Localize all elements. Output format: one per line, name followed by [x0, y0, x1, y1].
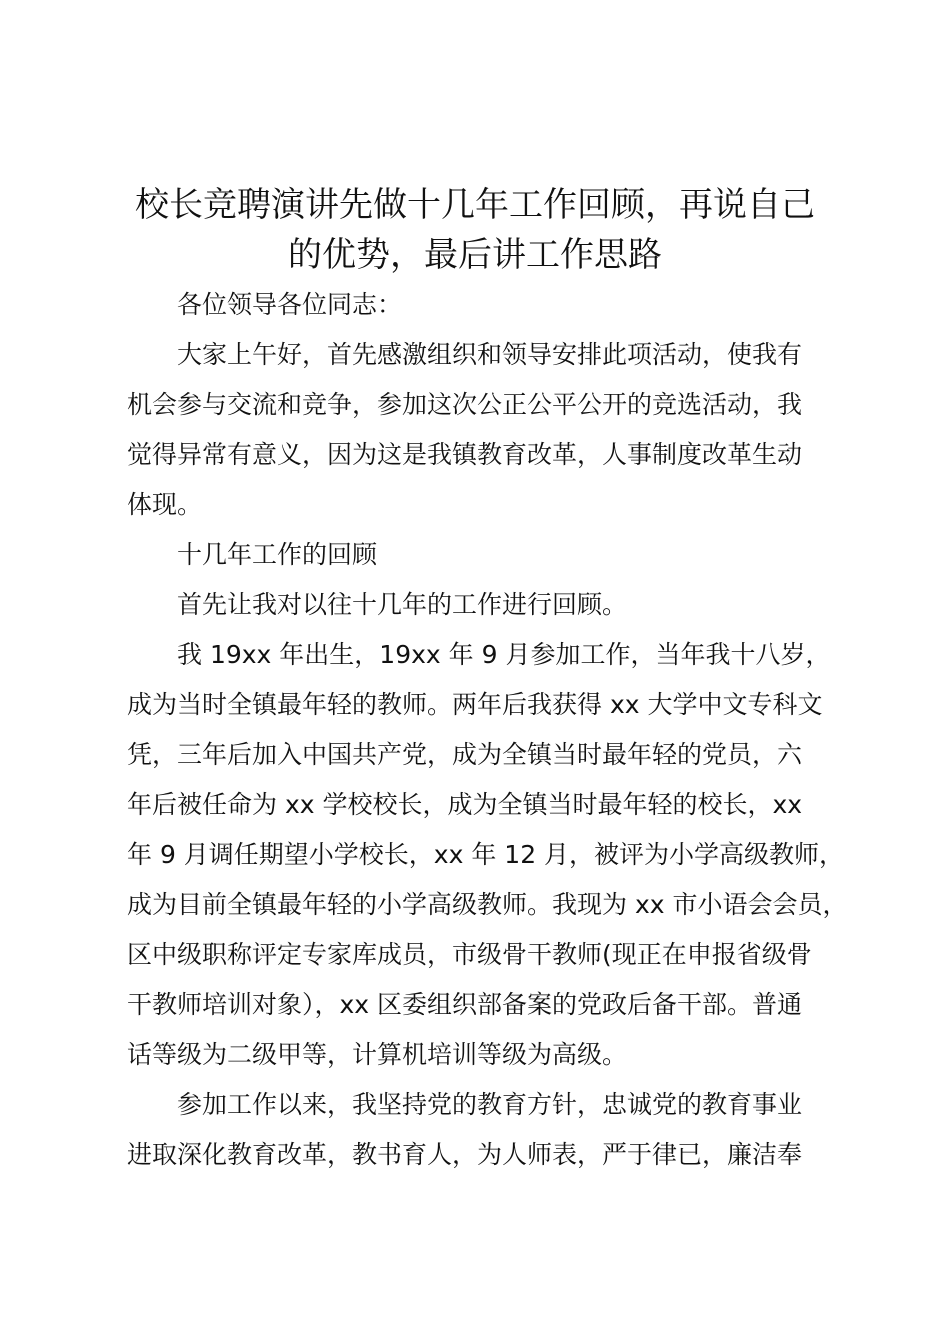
paragraph-line: 干教师培训对象），xx 区委组织部备案的党政后备干部。普通	[127, 990, 803, 1019]
paragraph-line: 进取深化教育改革，教书育人，为人师表，严于律已，廉洁奉	[127, 1140, 803, 1169]
review-intro-paragraph	[127, 580, 837, 630]
paragraph-line: 参加工作以来，我坚持党的教育方针，忠诚党的教育事业	[177, 1090, 803, 1119]
paragraph-line: 成为当时全镇最年轻的教师。两年后我获得 xx 大学中文专科文	[127, 690, 823, 719]
greeting-paragraph	[127, 280, 837, 330]
commitment-paragraph	[127, 1080, 837, 1180]
paragraph-line: 各位领导各位同志：	[177, 290, 403, 319]
paragraph-line: 成为目前全镇最年轻的小学高级教师。我现为 xx 市小语会会员，	[127, 890, 848, 919]
paragraph-line: 凭，三年后加入中国共产党，成为全镇当时最年轻的党员，六	[127, 740, 803, 769]
opening-paragraph	[127, 330, 837, 530]
document-title	[110, 180, 840, 280]
paragraph-line: 区中级职称评定专家库成员，市级骨干教师(现正在申报省级骨	[127, 940, 812, 969]
paragraph-line: 话等级为二级甲等，计算机培训等级为高级。	[127, 1040, 628, 1069]
paragraph-line: 机会参与交流和竞争，参加这次公正公平公开的竞选活动，我	[127, 390, 803, 419]
paragraph-line: 年后被任命为 xx 学校校长，成为全镇当时最年轻的校长，xx	[127, 790, 803, 819]
career-history-paragraph	[127, 630, 848, 1080]
title-line: 校长竞聘演讲先做十几年工作回顾，再说自己	[135, 185, 815, 225]
paragraph-line: 大家上午好，首先感激组织和领导安排此项活动，使我有	[177, 340, 803, 369]
paragraph-line: 觉得异常有意义，因为这是我镇教育改革，人事制度改革生动	[127, 440, 803, 469]
section-heading	[127, 530, 837, 580]
paragraph-line: 十几年工作的回顾	[177, 540, 378, 569]
paragraph-line: 年 9 月调任期望小学校长，xx 年 12 月，被评为小学高级教师，	[127, 840, 845, 869]
paragraph-line: 首先让我对以往十几年的工作进行回顾。	[177, 590, 628, 619]
paragraph-line: 体现。	[127, 490, 203, 519]
paragraph-line: 我 19xx 年出生，19xx 年 9 月参加工作，当年我十八岁，	[177, 640, 831, 669]
title-line: 的优势，最后讲工作思路	[288, 235, 662, 275]
